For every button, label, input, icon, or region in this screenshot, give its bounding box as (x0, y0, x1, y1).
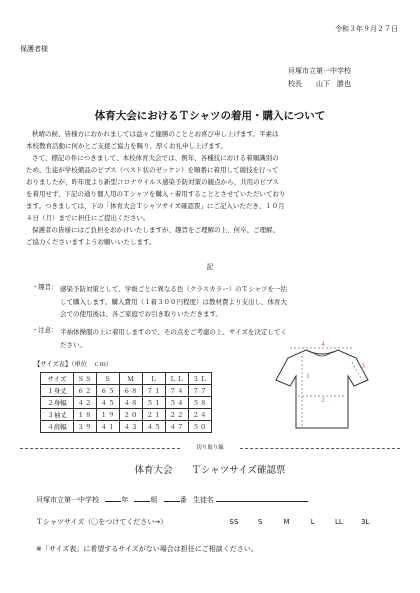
table-cell: １９ (97, 409, 120, 421)
form-school-row (36, 492, 308, 506)
table-cell: ３９ (74, 421, 97, 433)
table-header-cell: Ｍ (120, 373, 143, 385)
tshirt-diagram (272, 340, 372, 435)
class-field[interactable] (134, 492, 150, 502)
table-row (41, 385, 212, 397)
number-field[interactable] (164, 492, 180, 502)
cut-line-left (20, 448, 180, 449)
diagram-label-1: １ (305, 373, 312, 380)
table-row-label: ４肩幅 (41, 421, 74, 433)
number-label: 番 (179, 496, 187, 504)
size-option-s[interactable]: S (258, 518, 263, 526)
purpose-label: ・趣旨： (32, 284, 58, 291)
caution-label: ・注意： (32, 327, 58, 334)
size-option-l[interactable]: L (310, 518, 315, 526)
table-cell: ２４ (189, 409, 212, 421)
body-line: さて、標記の件につきまして、本校体育大会では、例年、各種技における着順識別の (32, 154, 279, 162)
body-line: ４日（月）までに担任にご提出ください。 (26, 214, 150, 222)
table-cell: ２１ (143, 409, 166, 421)
diagram-label-3: ３ (360, 363, 367, 370)
table-row-label: １身丈 (41, 385, 74, 397)
year-field[interactable] (105, 492, 121, 502)
table-cell: ６２ (74, 385, 97, 397)
purpose-line: 会での使用後は、各ご家庭でお引き取りいただきます。 (60, 310, 222, 318)
tshirt-outline (276, 350, 368, 428)
table-cell: ７１ (143, 385, 166, 397)
table-row (41, 409, 212, 421)
size-options (222, 517, 377, 528)
form-footnote: ※「サイズ表」に希望するサイズがない場合は担任にご相談ください。 (36, 545, 258, 553)
table-cell: ４８ (120, 397, 143, 409)
table-cell: ５４ (166, 397, 189, 409)
principal-name: 校長 山下 勝也 (288, 80, 351, 88)
purpose-line: 感染予防対策として、学級ごとに異なる色（クラスカラー）のＴシャツを一括 (60, 285, 288, 293)
table-header-cell: サイズ (41, 373, 74, 385)
size-option-ll[interactable]: LL (335, 518, 343, 526)
size-table-caption: 【サイズ表】（単位 ｃｍ） (34, 361, 113, 368)
table-header-cell: ＬＬ (166, 373, 189, 385)
purpose-text (60, 283, 287, 321)
table-cell: ５１ (143, 397, 166, 409)
date: 令和３年９月２７日 (335, 25, 398, 33)
size-option-m[interactable]: M (283, 518, 290, 526)
table-cell: ２０ (120, 409, 143, 421)
table-row-label: ２身幅 (41, 397, 74, 409)
table-cell: ４５ (143, 421, 166, 433)
body-line: 秋晴の候、皆様方におかれましては益々ご健勝のこととお喜び申し上げます。平素は (32, 130, 279, 138)
caution-line: 半袖体操服の上に着用しますので、その点をご考慮の上、サイズを決定してく (60, 328, 287, 336)
body-line: おりましたが、昨年度より新型コロナウイルス感染予防対策の観点から、共用のビブス (26, 178, 279, 186)
table-cell: ６８ (120, 385, 143, 397)
table-row (41, 397, 212, 409)
table-header-cell: Ｓ (97, 373, 120, 385)
body-text (26, 128, 406, 248)
body-line: ます。つきましては、下の「体育大会Ｔシャツサイズ確認票」にご記入いただき、１０月 (26, 202, 285, 210)
addressee: 保護者様 (20, 45, 48, 53)
size-option-ss[interactable]: SS (229, 518, 239, 526)
caution-text (60, 326, 287, 351)
cut-line-right (240, 448, 400, 449)
table-cell: ４７ (166, 421, 189, 433)
cut-line-label: 切り取り線 (196, 445, 224, 451)
table-cell: １８ (74, 409, 97, 421)
page-title: 体育大会におけるＴシャツの着用・購入について (94, 110, 326, 122)
body-line: 本校教育活動に何かとご支援ご協力を賜り、厚くお礼申し上げます。 (26, 142, 227, 150)
size-table (40, 372, 212, 433)
diagram-label-4: ４ (320, 341, 327, 348)
table-cell: ７７ (189, 385, 212, 397)
body-line: 保護者の皆様にはご負担をおかけいたしますが、趣旨をご理解の上、何卒、ご理解、 (32, 226, 279, 234)
ki-label: 記 (206, 263, 214, 271)
table-row-label: ３袖丈 (41, 409, 74, 421)
form-title: 体育大会 Ｔシャツサイズ確認票 (134, 465, 286, 476)
table-header-cell: ３Ｌ (189, 373, 212, 385)
table-header-row (41, 373, 212, 385)
table-cell: ７４ (166, 385, 189, 397)
caution-line: ださい。 (60, 340, 86, 349)
table-cell: ４２ (74, 397, 97, 409)
table-row (41, 421, 212, 433)
table-cell: ４３ (120, 421, 143, 433)
table-cell: ６５ (97, 385, 120, 397)
year-label: 年 (121, 496, 129, 504)
diagram-label-2: ２ (320, 397, 327, 404)
student-name-field[interactable] (216, 492, 308, 502)
table-header-cell: Ｌ (143, 373, 166, 385)
purpose-line: して購入します。購入費用（１着３００円程度）は教材費より支出し、体育大 (60, 297, 287, 306)
table-cell: ４５ (97, 397, 120, 409)
student-name-label: 生徒名 (192, 496, 214, 504)
body-line: ため、生徒が学校備品のビブス（ベスト状のゼッケン）を順番に着用して競技を行って (26, 166, 279, 174)
class-label: 組 (150, 496, 158, 504)
size-option-3l[interactable]: 3L (360, 518, 370, 526)
table-cell: ５８ (189, 397, 212, 409)
table-cell: ２２ (166, 409, 189, 421)
body-line: ご協力くださいますようお願いいたします。 (26, 238, 156, 246)
table-header-cell: ＳＳ (74, 373, 97, 385)
table-cell: ４１ (97, 421, 120, 433)
form-school: 貝塚市立第一中学校 (36, 496, 99, 504)
table-cell: ５０ (189, 421, 212, 433)
body-line: を着用せず、下記の通り個人用のＴシャツを購入・着用することとさせていただいており (26, 190, 286, 198)
size-prompt: Ｔシャツサイズ（〇をつけてください→） (36, 518, 168, 526)
school-name: 貝塚市立第一中学校 (288, 67, 351, 75)
